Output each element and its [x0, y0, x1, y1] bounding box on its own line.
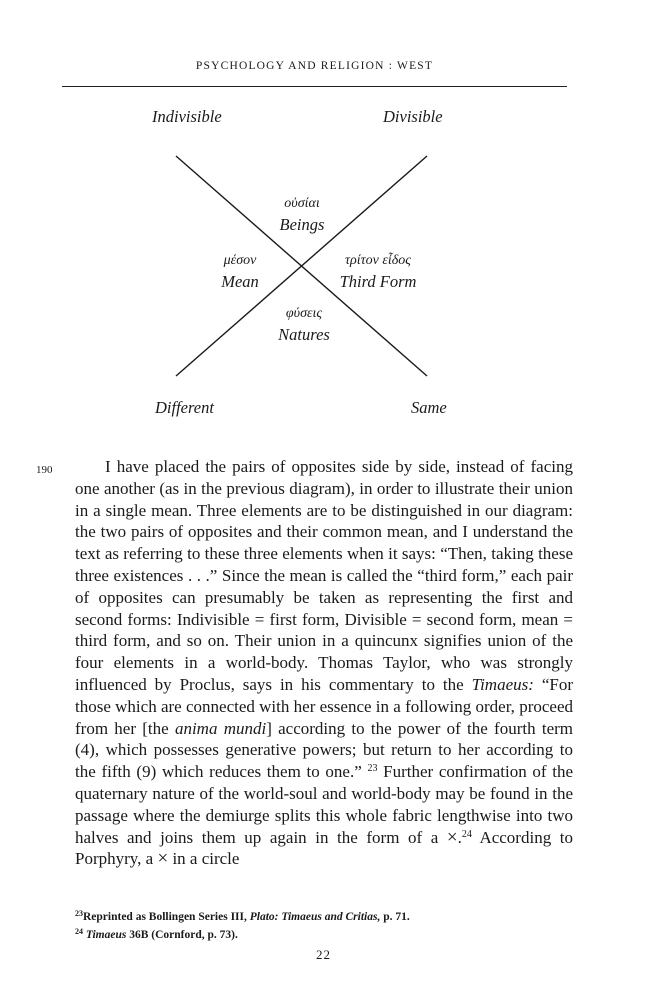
label-indivisible: Indivisible	[152, 107, 222, 126]
latin-anima-mundi: anima mundi	[174, 718, 267, 738]
english-beings: Beings	[279, 215, 325, 234]
english-third-form: Third Form	[339, 272, 417, 291]
greek-triton-eidos: τρίτον εἶδος	[345, 253, 411, 268]
paragraph-number: 190	[36, 464, 53, 476]
greek-physeis: φύσεις	[285, 306, 323, 321]
english-natures: Natures	[278, 325, 330, 344]
footnote-23: $^{23}$Reprinted as Bollingen Series III, Plato: Timaeus and Critias, p. 71.	[75, 909, 410, 923]
x-symbol: ×	[446, 826, 458, 848]
body-paragraph: I have placed the pairs of opposites side by side, instead of facing one another (as in the previous diagram), in order to illustrate their union in a single mean. Three elements are to be distinguished in our diagram: the two pairs of opposites and their common mean, and I understand the text as referring to these three elements when it says: “Then, taking these three existences . . .” Since the mean is called the “third form,” each pair of opposites can presumably be taken as representing the first and second forms: Indivisible = first form, Divisible = second form, mean = third form, and so on. Their union in a quincunx signifies union of the four elements in a world-body. Thomas Taylor, who was strongly influenced by Proclus, says in his commentary to the Timaeus: “For those which are connected with her essence in a following order, proceed from her [the anima mundi] according to the power of the fourth term (4), which possesses generative powers; but return to her according to the fifth (9) which reduces them to one.” $^{23}$ Further confirmation of the quaternary nature of the world-soul and world-body may be found in the passage where the demiurge splits this whole fabric lengthwise into two halves and joins them up again in the form of a ×.$^{24}$ According to Porphyry, a × in a circle	[75, 457, 574, 870]
greek-ousiai: οὐσίαι	[284, 196, 320, 211]
page-number: 22	[316, 947, 331, 962]
footnotes	[75, 908, 573, 944]
title-timaeus: Timaeus:	[471, 674, 534, 694]
footnote-ref-24[interactable]: 24	[461, 828, 472, 840]
label-third-form	[318, 250, 438, 292]
footnote-24: $^{24}$ Timaeus 36B (Cornford, p. 73).	[75, 927, 238, 941]
label-different: Different	[155, 398, 214, 417]
label-mean	[205, 250, 275, 292]
footnote-ref-23[interactable]: 23	[367, 763, 378, 775]
label-natures	[259, 303, 349, 345]
greek-meson: μέσον	[223, 253, 257, 268]
english-mean: Mean	[221, 272, 259, 291]
label-same: Same	[411, 398, 447, 417]
label-divisible: Divisible	[383, 107, 443, 126]
x-symbol: ×	[157, 848, 169, 870]
running-head: PSYCHOLOGY AND RELIGION : WEST	[195, 60, 434, 72]
label-beings	[262, 193, 342, 235]
